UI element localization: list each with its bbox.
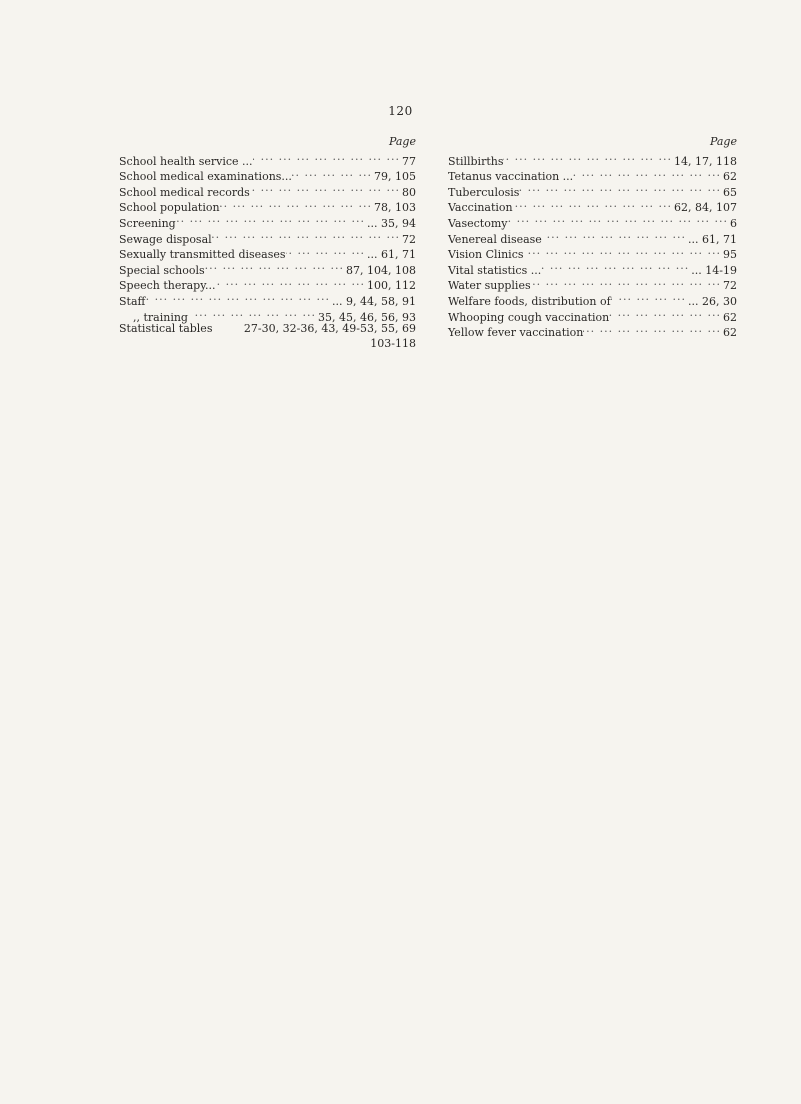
leader-dots [583,321,723,337]
index-column-left [119,135,416,352]
page-number: 120 [388,104,413,118]
leader-dots [531,274,723,290]
index-pages: 77 [402,154,416,168]
leader-dots [609,305,723,321]
index-pages: 62 [723,170,737,184]
index-term: Stillbirths [448,154,504,168]
page-column-header: Page [388,135,416,148]
index-pages: 100, 112 [367,279,416,293]
index-pages: ... 61, 71 [688,232,737,246]
index-entry [119,149,416,168]
leader-dots [542,227,688,243]
index-pages-continuation: 103-118 [370,337,416,351]
leader-dots [145,289,332,305]
index-term: Vision Clinics [448,248,524,262]
index-pages: 62, 84, 107 [674,201,737,215]
leader-dots [503,149,674,165]
index-pages: 80 [402,185,416,199]
index-term: School medical records [119,185,250,199]
index-pages: 87, 104, 108 [346,263,416,277]
index-term: Sexually transmitted diseases [119,248,286,262]
index-term: Water supplies [448,279,531,293]
index-term: Vaccination [448,201,513,215]
page-column-header: Page [709,135,737,148]
index-term: Vasectomy [448,216,508,230]
index-pages: 62 [723,310,737,324]
leader-dots [220,196,374,212]
leader-dots [611,289,688,305]
index-term: Whooping cough vaccination [448,310,610,324]
index-pages: 14, 17, 118 [674,154,737,168]
index-term: Tuberculosis [448,185,520,199]
index-pages: 79, 105 [374,170,416,184]
index-term: School medical examinations... [119,170,292,184]
index-term: Welfare foods, distribution of [448,294,611,308]
index-entry [119,321,416,337]
index-term: Vital statistics ... [448,263,542,277]
index-term: Speech therapy... [119,279,216,293]
index-term: ,, training [133,310,188,324]
index-pages: 65 [723,185,737,199]
leader-dots [524,243,724,259]
index-pages: 35, 45, 46, 56, 93 [318,310,416,324]
leader-dots [508,211,731,227]
index-pages: ... 61, 71 [367,248,416,262]
index-pages: 72 [402,232,416,246]
index-term: Screening [119,216,176,230]
index-term: School population [119,201,220,215]
leader-dots [513,196,674,212]
index-pages: 95 [723,248,737,262]
index-pages: 27-30, 32-36, 43, 49-53, 55, 69 [243,321,416,335]
leader-dots [286,243,368,259]
index-pages: 6 [730,216,737,230]
leader-dots [215,274,367,290]
leader-dots [253,149,402,165]
leader-dots [292,165,374,181]
leader-dots [250,180,402,196]
index-pages: 78, 103 [374,201,416,215]
index-term: Staff [119,294,146,308]
index-pages: 62 [723,326,737,340]
index-term: Venereal disease [448,232,542,246]
index-term: Tetanus vaccination ... [448,170,574,184]
index-term: Yellow fever vaccination [448,326,584,340]
index-pages: ... 9, 44, 58, 91 [332,294,416,308]
leader-dots [176,211,367,227]
index-term: Special schools [119,263,205,277]
leader-dots [205,258,346,274]
index-pages: ... 14-19 [691,263,737,277]
index-term: School health service ... [119,154,253,168]
index-pages: ... 35, 94 [367,216,416,230]
leader-dots [541,258,691,274]
index-pages: ... 26, 30 [688,294,737,308]
index-term: Statistical tables [119,321,213,335]
index-term: Sewage disposal [119,232,212,246]
index-column-right [448,135,737,340]
index-entry [448,149,737,168]
leader-dots [188,305,318,321]
leader-dots [573,165,723,181]
index-pages: 72 [723,279,737,293]
leader-dots [212,227,402,243]
leader-dots [519,180,723,196]
